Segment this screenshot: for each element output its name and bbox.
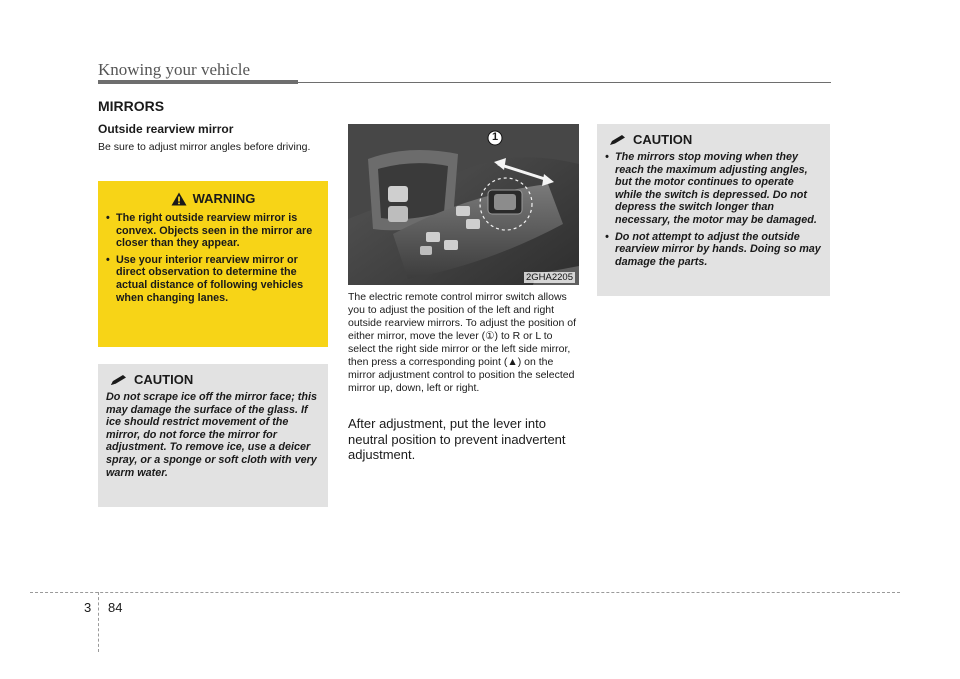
caution-label: CAUTION xyxy=(633,132,693,147)
callout-number: 1 xyxy=(491,131,499,143)
footer-divider xyxy=(98,592,99,652)
caution-item: • Do not attempt to adjust the outside rearview mirror by hands. Doing so may damage the parts. xyxy=(605,231,822,269)
mirror-switch-description: The electric remote control mirror switch allows you to adjust the position of the left and right outside rearview mirrors. To adjust the position of either mirror, move the lever (①) to R or L to select the right side mirror or the left side mirror, then press a corresponding point (▲) on the mirror adjustment control to position the selected mirror up, down, left or right. xyxy=(348,291,576,394)
page-number: 84 xyxy=(108,600,123,615)
caution-label: CAUTION xyxy=(134,372,194,387)
caution-text: Do not scrape ice off the mirror face; this may damage the surface of the glass. If ice should restrict movement of the mirror, do not force the mirror for adjustment. To remove ice, use a deicer spray, or a sponge or soft cloth with very warm water. xyxy=(106,391,317,479)
pencil-icon xyxy=(110,374,128,386)
caution-header xyxy=(605,132,822,147)
warning-triangle-icon xyxy=(171,192,187,206)
header-rule-thin xyxy=(298,82,831,83)
header-rule-thick xyxy=(98,80,298,84)
caution-item: • The mirrors stop moving when they reach the maximum adjusting angles, but the motor continues to operate while the switch is depressed. Do not depress the switch longer than necessary, the motor may be damaged. xyxy=(605,151,822,227)
intro-text: Be sure to adjust mirror angles before driving. xyxy=(98,141,311,153)
caution-box-right xyxy=(597,124,830,296)
caution-header xyxy=(106,372,320,387)
subsection-title: Outside rearview mirror xyxy=(98,122,234,136)
warning-header xyxy=(106,191,320,206)
section-title: MIRRORS xyxy=(98,98,165,114)
chapter-number: 3 xyxy=(84,600,92,615)
running-header: Knowing your vehicle xyxy=(98,60,251,79)
warning-box xyxy=(98,181,328,347)
warning-label: WARNING xyxy=(192,191,256,206)
pencil-icon xyxy=(609,134,627,146)
neutral-position-note: After adjustment, put the lever into neutral position to prevent inadvertent adjustment. xyxy=(348,416,566,462)
door-panel-illustration xyxy=(348,124,579,285)
warning-list xyxy=(106,212,320,304)
caution-box-left xyxy=(98,364,328,507)
footer-rule xyxy=(30,592,900,593)
warning-item: • Use your interior rearview mirror or direct observation to determine the actual distance of following vehicles when changing lanes. xyxy=(106,254,320,304)
figure-code: 2GHA2205 xyxy=(525,272,573,283)
warning-item: • The right outside rearview mirror is convex. Objects seen in the mirror are closer than they appear. xyxy=(106,212,320,250)
mirror-switch-photo xyxy=(348,124,579,285)
caution-list xyxy=(605,151,822,268)
